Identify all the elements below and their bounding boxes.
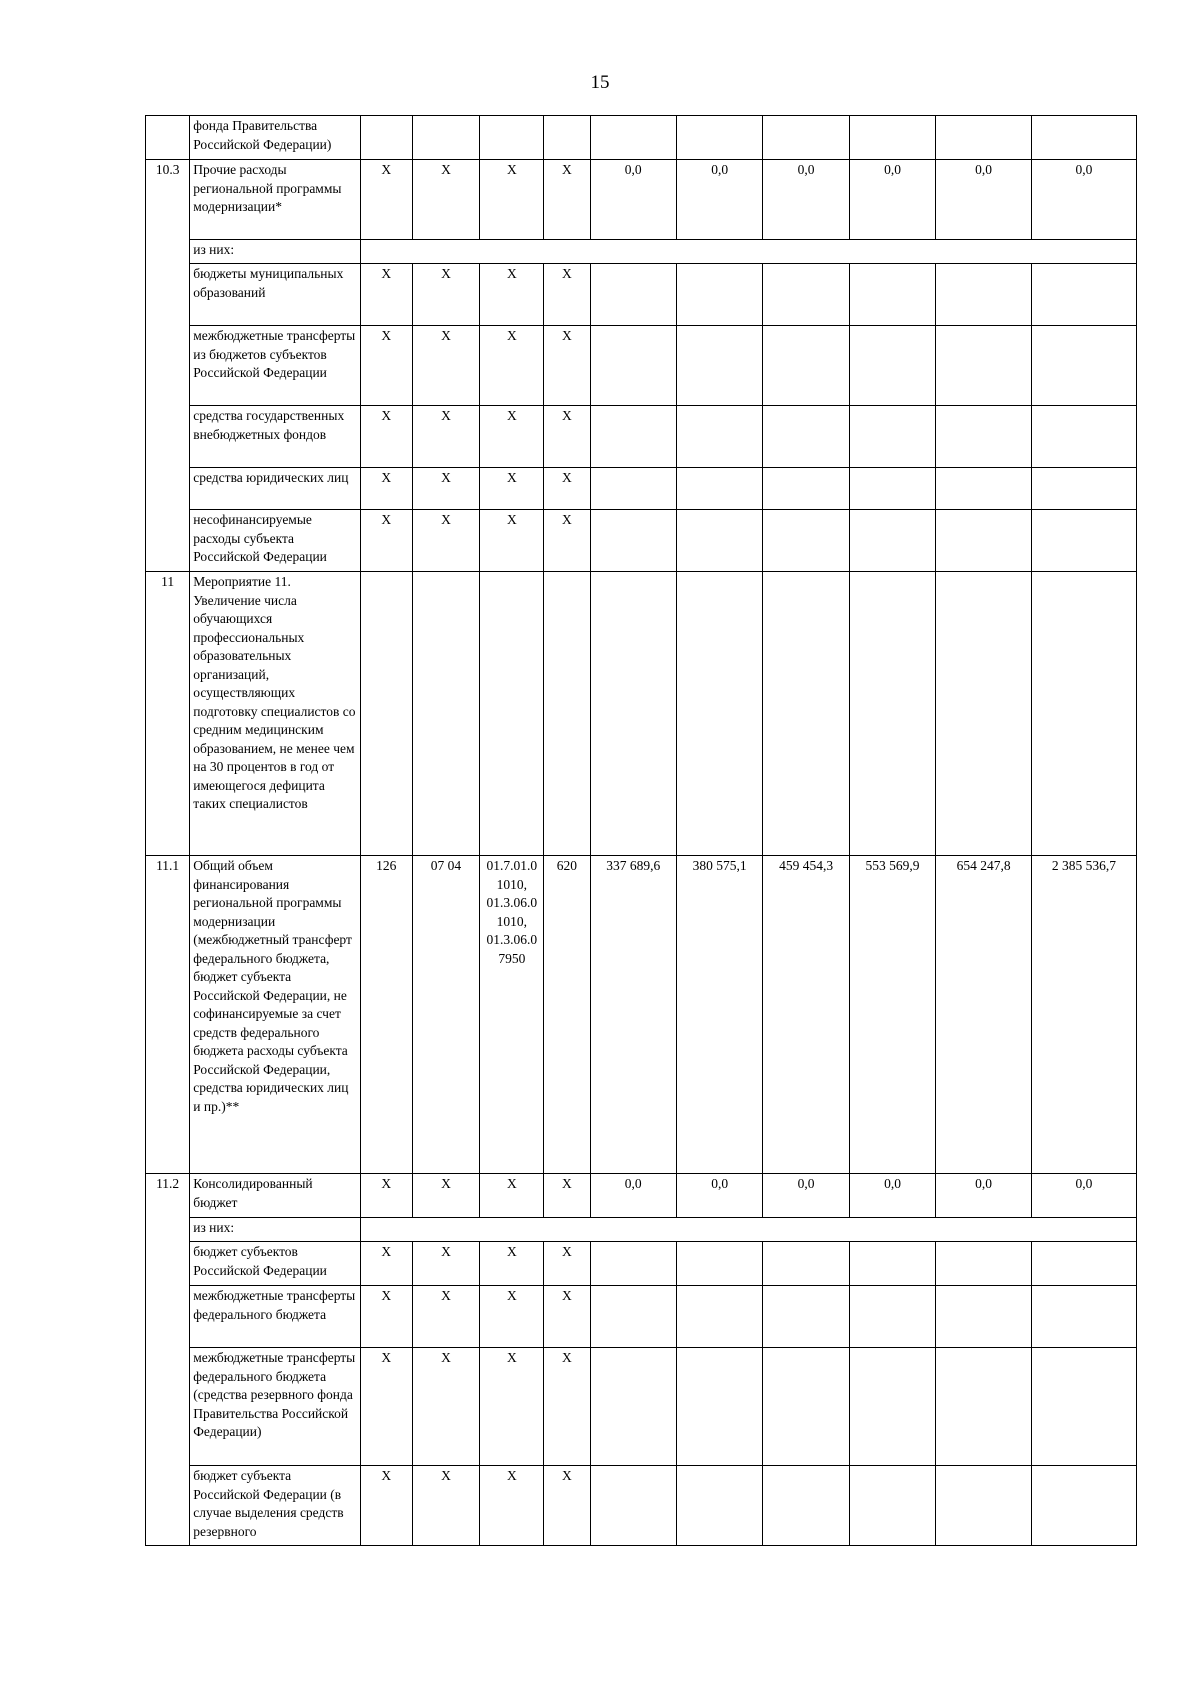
table-row — [146, 1242, 1137, 1286]
value-cell: 654 247,8 — [936, 856, 1032, 1174]
value-cell — [676, 1242, 762, 1286]
row-name-cell: межбюджетные трансферты федерального бюджета — [190, 1286, 361, 1348]
value-cell — [936, 1242, 1032, 1286]
value-cell — [590, 1286, 676, 1348]
value-cell: X — [544, 264, 590, 326]
value-cell — [763, 1242, 849, 1286]
row-number-cell — [146, 1286, 190, 1348]
value-cell: X — [412, 264, 480, 326]
value-cell — [1031, 572, 1136, 856]
value-cell — [1031, 468, 1136, 510]
value-cell: X — [544, 406, 590, 468]
value-cell: X — [544, 1466, 590, 1546]
value-cell — [849, 468, 935, 510]
table-row — [146, 572, 1137, 856]
value-cell — [361, 116, 412, 160]
value-cell — [849, 326, 935, 406]
value-cell — [676, 1348, 762, 1466]
row-number-cell: 10.3 — [146, 160, 190, 240]
value-cell — [361, 572, 412, 856]
value-cell — [1031, 1242, 1136, 1286]
row-number-cell: 11.1 — [146, 856, 190, 1174]
value-cell: X — [412, 1286, 480, 1348]
value-cell — [412, 572, 480, 856]
table-row — [146, 856, 1137, 1174]
value-cell — [676, 264, 762, 326]
value-cell: 0,0 — [676, 1174, 762, 1218]
value-cell: X — [412, 1242, 480, 1286]
value-cell: X — [412, 1174, 480, 1218]
table-row — [146, 1174, 1137, 1218]
value-cell — [590, 326, 676, 406]
value-cell — [1031, 406, 1136, 468]
table-row — [146, 116, 1137, 160]
value-cell — [590, 1348, 676, 1466]
table-row — [146, 326, 1137, 406]
table-row — [146, 468, 1137, 510]
row-name-cell: Прочие расходы региональной программы модернизации* — [190, 160, 361, 240]
value-cell: X — [480, 264, 544, 326]
value-cell: X — [480, 406, 544, 468]
value-cell: X — [544, 1286, 590, 1348]
row-number-cell — [146, 1348, 190, 1466]
value-cell: X — [412, 1348, 480, 1466]
value-cell — [936, 1348, 1032, 1466]
row-name-cell: бюджет субъектов Российской Федерации — [190, 1242, 361, 1286]
value-cell — [763, 326, 849, 406]
value-cell — [1031, 1466, 1136, 1546]
row-number-cell — [146, 264, 190, 326]
value-cell — [763, 1466, 849, 1546]
value-cell: X — [544, 1174, 590, 1218]
value-cell: X — [544, 510, 590, 572]
value-cell — [936, 326, 1032, 406]
value-cell: 0,0 — [763, 1174, 849, 1218]
table-row — [146, 510, 1137, 572]
value-cell: X — [412, 326, 480, 406]
value-cell — [676, 116, 762, 160]
value-cell: X — [361, 1466, 412, 1546]
value-cell — [676, 572, 762, 856]
value-cell: 0,0 — [590, 160, 676, 240]
value-cell — [590, 116, 676, 160]
page-number: 15 — [590, 72, 610, 93]
value-cell — [676, 1466, 762, 1546]
value-cell: X — [361, 264, 412, 326]
value-cell — [763, 1348, 849, 1466]
budget-table — [145, 115, 1137, 1546]
value-cell: X — [544, 1348, 590, 1466]
value-cell: X — [361, 1242, 412, 1286]
table-row — [146, 406, 1137, 468]
row-name-cell: межбюджетные трансферты федерального бюджета (средства резервного фонда Правительства Российской Федерации) — [190, 1348, 361, 1466]
merged-empty-cell — [361, 240, 1137, 264]
row-name-cell: фонда Правительства Российской Федерации) — [190, 116, 361, 160]
value-cell: X — [361, 160, 412, 240]
row-number-cell — [146, 406, 190, 468]
value-cell — [480, 116, 544, 160]
value-cell: X — [361, 1286, 412, 1348]
value-cell — [544, 572, 590, 856]
value-cell — [676, 468, 762, 510]
row-name-cell: средства государственных внебюджетных фондов — [190, 406, 361, 468]
row-number-cell — [146, 116, 190, 160]
value-cell: 0,0 — [849, 160, 935, 240]
row-name-cell: бюджет субъекта Российской Федерации (в случае выделения средств резервного — [190, 1466, 361, 1546]
row-name-cell: Общий объем финансирования региональной программы модернизации (межбюджетный трансферт федерального бюджета, бюджет субъекта Российской Федерации, не софинансируемые за счет средств федерального бюджета расходы субъекта Российской Федерации, средства юридических лиц и пр.)** — [190, 856, 361, 1174]
value-cell: X — [480, 1286, 544, 1348]
value-cell — [1031, 1286, 1136, 1348]
value-cell — [590, 264, 676, 326]
row-name-cell: межбюджетные трансферты из бюджетов субъектов Российской Федерации — [190, 326, 361, 406]
value-cell: 0,0 — [936, 160, 1032, 240]
value-cell — [849, 406, 935, 468]
table-row — [146, 1286, 1137, 1348]
row-name-cell: из них: — [190, 240, 361, 264]
value-cell — [480, 572, 544, 856]
value-cell: X — [361, 1174, 412, 1218]
value-cell — [849, 510, 935, 572]
table-row — [146, 240, 1137, 264]
value-cell: X — [412, 510, 480, 572]
value-cell: X — [361, 406, 412, 468]
value-cell: 07 04 — [412, 856, 480, 1174]
value-cell — [1031, 326, 1136, 406]
value-cell — [763, 116, 849, 160]
value-cell: X — [480, 1242, 544, 1286]
value-cell — [849, 572, 935, 856]
row-name-cell: несофинансируемые расходы субъекта Российской Федерации — [190, 510, 361, 572]
value-cell — [849, 264, 935, 326]
row-number-cell — [146, 240, 190, 264]
value-cell: X — [544, 160, 590, 240]
row-number-cell: 11 — [146, 572, 190, 856]
value-cell — [1031, 1348, 1136, 1466]
value-cell — [936, 116, 1032, 160]
value-cell — [1031, 510, 1136, 572]
value-cell: X — [412, 160, 480, 240]
value-cell: 459 454,3 — [763, 856, 849, 1174]
value-cell: 0,0 — [936, 1174, 1032, 1218]
value-cell — [412, 116, 480, 160]
row-name-cell: бюджеты муниципальных образований — [190, 264, 361, 326]
value-cell: X — [480, 1466, 544, 1546]
merged-empty-cell — [361, 1218, 1137, 1242]
value-cell — [1031, 264, 1136, 326]
value-cell — [849, 1286, 935, 1348]
row-name-cell: Консолидированный бюджет — [190, 1174, 361, 1218]
row-name-cell: из них: — [190, 1218, 361, 1242]
value-cell: 380 575,1 — [676, 856, 762, 1174]
row-number-cell — [146, 1466, 190, 1546]
value-cell — [676, 510, 762, 572]
value-cell: X — [544, 468, 590, 510]
value-cell — [763, 264, 849, 326]
value-cell: 0,0 — [1031, 1174, 1136, 1218]
value-cell — [849, 1466, 935, 1546]
value-cell: 0,0 — [590, 1174, 676, 1218]
value-cell: X — [480, 1174, 544, 1218]
value-cell: 553 569,9 — [849, 856, 935, 1174]
value-cell: 0,0 — [676, 160, 762, 240]
value-cell — [936, 1466, 1032, 1546]
value-cell: X — [480, 510, 544, 572]
value-cell: 126 — [361, 856, 412, 1174]
table-row — [146, 160, 1137, 240]
row-number-cell: 11.2 — [146, 1174, 190, 1218]
value-cell — [849, 1242, 935, 1286]
value-cell: X — [361, 326, 412, 406]
value-cell: 0,0 — [849, 1174, 935, 1218]
value-cell — [590, 572, 676, 856]
row-number-cell — [146, 1242, 190, 1286]
value-cell — [936, 406, 1032, 468]
value-cell — [544, 116, 590, 160]
value-cell — [849, 1348, 935, 1466]
value-cell: X — [480, 1348, 544, 1466]
value-cell: X — [480, 468, 544, 510]
table-row — [146, 264, 1137, 326]
value-cell — [763, 468, 849, 510]
value-cell: 337 689,6 — [590, 856, 676, 1174]
row-number-cell — [146, 326, 190, 406]
value-cell: 01.7.01.0 1010, 01.3.06.0 1010, 01.3.06.0 7950 — [480, 856, 544, 1174]
value-cell — [676, 406, 762, 468]
value-cell — [763, 510, 849, 572]
value-cell — [590, 406, 676, 468]
value-cell: X — [361, 468, 412, 510]
value-cell: X — [544, 1242, 590, 1286]
value-cell — [676, 1286, 762, 1348]
row-number-cell — [146, 510, 190, 572]
value-cell: X — [412, 406, 480, 468]
value-cell — [763, 1286, 849, 1348]
value-cell: 0,0 — [1031, 160, 1136, 240]
row-number-cell — [146, 1218, 190, 1242]
value-cell: X — [480, 326, 544, 406]
value-cell — [936, 468, 1032, 510]
row-number-cell — [146, 468, 190, 510]
row-name-cell: Мероприятие 11. Увеличение числа обучающихся профессиональных образовательных организаций, осуществляющих подготовку специалистов со средним медицинским образованием, не менее чем на 30 процентов в год от имеющегося дефицита таких специалистов — [190, 572, 361, 856]
value-cell: X — [361, 1348, 412, 1466]
value-cell: 0,0 — [763, 160, 849, 240]
value-cell — [676, 326, 762, 406]
value-cell — [590, 468, 676, 510]
value-cell — [590, 1242, 676, 1286]
value-cell: X — [412, 468, 480, 510]
table-row — [146, 1466, 1137, 1546]
value-cell: X — [544, 326, 590, 406]
table-row — [146, 1218, 1137, 1242]
value-cell — [936, 510, 1032, 572]
row-name-cell: средства юридических лиц — [190, 468, 361, 510]
value-cell — [936, 1286, 1032, 1348]
value-cell — [849, 116, 935, 160]
value-cell — [763, 572, 849, 856]
value-cell: X — [361, 510, 412, 572]
value-cell — [590, 510, 676, 572]
value-cell — [763, 406, 849, 468]
value-cell — [936, 572, 1032, 856]
value-cell: 620 — [544, 856, 590, 1174]
value-cell — [936, 264, 1032, 326]
value-cell — [1031, 116, 1136, 160]
value-cell: X — [480, 160, 544, 240]
value-cell — [590, 1466, 676, 1546]
table-row — [146, 1348, 1137, 1466]
value-cell: 2 385 536,7 — [1031, 856, 1136, 1174]
value-cell: X — [412, 1466, 480, 1546]
